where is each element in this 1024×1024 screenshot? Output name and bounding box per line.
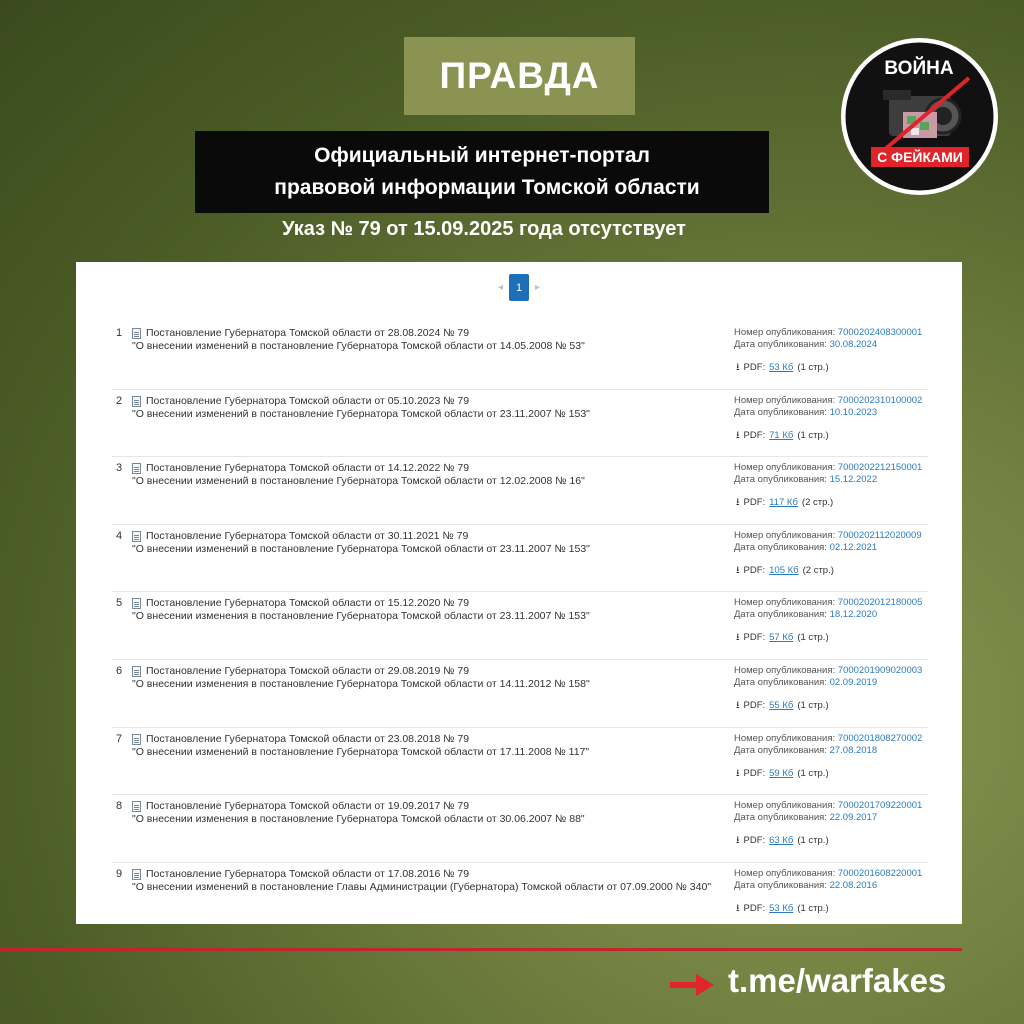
publication-meta	[734, 800, 928, 847]
publication-meta	[734, 462, 928, 509]
document-icon	[132, 531, 141, 542]
arrow-right-icon	[670, 974, 714, 996]
publication-meta	[734, 327, 928, 374]
pdf-size-link[interactable]: 57 Кб	[769, 632, 794, 644]
pdf-size-link[interactable]: 59 Кб	[769, 767, 794, 779]
pagination	[76, 274, 962, 301]
camera-icon	[841, 38, 998, 195]
pdf-size-link[interactable]: 53 Кб	[769, 362, 794, 373]
pub-date-value: 15.12.2022	[829, 474, 878, 486]
item-number: 1	[116, 327, 123, 339]
list-item	[112, 660, 928, 728]
publication-meta	[734, 395, 928, 442]
list-item	[112, 728, 928, 796]
document-icon	[132, 869, 141, 880]
page-button-current[interactable]: 1	[509, 274, 529, 301]
pub-date-label: Дата опубликования:	[734, 879, 827, 891]
item-number: 2	[116, 394, 123, 407]
pub-date-label: Дата опубликования:	[734, 474, 827, 486]
pdf-pages: (1 стр.)	[797, 632, 829, 644]
pub-date-label: Дата опубликования:	[734, 339, 827, 350]
document-info	[132, 733, 722, 759]
list-item	[112, 795, 928, 863]
pdf-pages: (1 стр.)	[797, 362, 829, 373]
pub-number-label: Номер опубликования:	[734, 732, 836, 744]
next-page-arrow-icon[interactable]: ▸	[535, 282, 541, 293]
pub-date-value: 02.12.2021	[829, 541, 878, 553]
pdf-size-link[interactable]: 105 Кб	[769, 564, 799, 576]
pub-number-label: Номер опубликования:	[734, 529, 836, 541]
pdf-label: PDF:	[743, 632, 766, 644]
document-icon	[132, 801, 141, 812]
pdf-pages: (1 стр.)	[797, 835, 829, 847]
download-icon: ⭳	[736, 632, 740, 644]
item-number: 8	[116, 800, 123, 813]
pub-date-value: 22.09.2017	[829, 812, 878, 824]
document-description: "О внесении изменений в постановление Губернатора Томской области от 23.11.2007 № 153"	[132, 407, 590, 420]
pdf-label: PDF:	[743, 564, 766, 576]
pub-number-link[interactable]: 7000201709220001	[837, 800, 923, 812]
pub-number-link[interactable]: 7000201909020003	[837, 664, 923, 676]
pub-number-link[interactable]: 7000201608220001	[837, 867, 923, 879]
publication-meta	[734, 665, 928, 712]
document-title-link[interactable]: Постановление Губернатора Томской области от 14.12.2022 № 79	[146, 462, 470, 475]
pub-number-label: Номер опубликования:	[734, 597, 836, 609]
document-icon	[132, 463, 141, 474]
document-info	[132, 665, 722, 691]
document-description: "О внесении изменений в постановление Губернатора Томской области от 14.05.2008 № 53"	[132, 340, 585, 352]
document-info	[132, 395, 722, 421]
pub-number-label: Номер опубликования:	[734, 327, 836, 338]
pdf-label: PDF:	[743, 429, 766, 441]
pub-date-label: Дата опубликования:	[734, 744, 827, 756]
item-number: 6	[116, 664, 123, 677]
document-icon	[132, 734, 141, 745]
pub-number-label: Номер опубликования:	[734, 867, 836, 879]
list-item	[112, 457, 928, 525]
pub-date-label: Дата опубликования:	[734, 812, 827, 824]
download-icon: ⭳	[736, 699, 740, 711]
portal-title	[195, 131, 769, 213]
pub-date-value: 18.12.2020	[829, 609, 878, 621]
pub-number-label: Номер опубликования:	[734, 462, 836, 474]
pub-date-label: Дата опубликования:	[734, 541, 827, 553]
pdf-size-link[interactable]: 53 Кб	[769, 902, 794, 914]
pub-date-label: Дата опубликования:	[734, 676, 827, 688]
document-info	[132, 530, 722, 556]
pdf-size-link[interactable]: 117 Кб	[769, 497, 798, 509]
list-item	[112, 863, 928, 931]
document-title-link[interactable]: Постановление Губернатора Томской области от 15.12.2020 № 79	[146, 597, 470, 610]
list-item	[112, 592, 928, 660]
download-icon: ⭳	[736, 564, 740, 576]
portal-title-line1: Официальный интернет-портал	[314, 144, 650, 167]
logo-bottom-text: С ФЕЙКАМИ	[877, 149, 963, 165]
document-description: "О внесении изменений в постановление Губернатора Томской области от 17.11.2008 № 117"	[132, 745, 590, 758]
document-description: "О внесении изменений в постановление Главы Администрации (Губернатора) Томской области от 07.09.2000 № 340"	[132, 880, 712, 893]
pub-date-value: 22.08.2016	[829, 879, 878, 891]
document-icon	[132, 328, 141, 339]
document-title-link[interactable]: Постановление Губернатора Томской области от 29.08.2019 № 79	[146, 664, 470, 677]
pub-number-label: Номер опубликования:	[734, 800, 836, 812]
telegram-link[interactable]: t.me/warfakes	[728, 962, 947, 999]
document-icon	[132, 396, 141, 407]
pdf-label: PDF:	[743, 835, 766, 847]
document-title-link[interactable]: Постановление Губернатора Томской области от 05.10.2023 № 79	[146, 394, 470, 407]
pdf-pages: (2 стр.)	[801, 497, 834, 509]
download-icon: ⭳	[736, 362, 740, 373]
pdf-size-link[interactable]: 71 Кб	[769, 429, 794, 441]
pdf-pages: (2 стр.)	[802, 564, 834, 576]
pdf-label: PDF:	[743, 699, 766, 711]
document-title-link[interactable]: Постановление Губернатора Томской области от 23.08.2018 № 79	[146, 732, 470, 745]
list-item	[112, 390, 928, 458]
document-description: "О внесении изменения в постановление Губернатора Томской области от 23.11.2007 № 153"	[132, 610, 590, 623]
item-number: 7	[116, 732, 123, 745]
pub-number-link[interactable]: 7000202012180005	[837, 597, 923, 609]
document-description: "О внесении изменений в постановление Губернатора Томской области от 12.02.2008 № 16"	[132, 475, 585, 488]
search-results-panel	[76, 262, 962, 924]
pdf-label: PDF:	[743, 497, 766, 509]
document-info	[132, 462, 722, 488]
pdf-pages: (1 стр.)	[797, 767, 829, 779]
document-icon	[132, 666, 141, 677]
pub-number-link[interactable]: 7000202310100002	[837, 394, 923, 406]
document-title-link[interactable]: Постановление Губернатора Томской области от 30.11.2021 № 79	[146, 529, 469, 542]
document-info	[132, 868, 722, 894]
item-number: 5	[116, 597, 123, 610]
pdf-pages: (1 стр.)	[797, 902, 829, 914]
item-number: 4	[116, 529, 123, 542]
verdict-label: ПРАВДА	[404, 37, 635, 115]
download-icon: ⭳	[736, 767, 740, 779]
pub-number-link[interactable]: 7000202212150001	[837, 462, 923, 474]
portal-title-line2: правовой информации Томской области	[274, 176, 700, 199]
warfakes-logo	[841, 38, 998, 195]
pdf-label: PDF:	[743, 902, 766, 914]
publication-meta	[734, 868, 928, 915]
pub-date-label: Дата опубликования:	[734, 609, 827, 621]
pdf-pages: (1 стр.)	[797, 699, 829, 711]
logo-top-text: ВОЙНА	[884, 58, 954, 79]
document-title-link[interactable]: Постановление Губернатора Томской области от 28.08.2024 № 79	[146, 327, 470, 339]
document-info	[132, 327, 722, 353]
subtitle: Указ № 79 от 15.09.2025 года отсутствует	[282, 218, 686, 240]
item-number: 9	[116, 867, 123, 880]
document-description: "О внесении изменений в постановление Губернатора Томской области от 23.11.2007 № 153"	[132, 542, 590, 555]
pub-number-label: Номер опубликования:	[734, 394, 836, 406]
footer-divider	[0, 948, 962, 951]
pub-date-value: 27.08.2018	[829, 744, 878, 756]
download-icon: ⭳	[736, 497, 740, 509]
download-icon: ⭳	[736, 429, 740, 441]
publication-meta	[734, 597, 928, 644]
pub-number-link[interactable]: 7000202112020009	[837, 529, 922, 541]
document-info	[132, 597, 722, 623]
document-title-link[interactable]: Постановление Губернатора Томской области от 17.08.2016 № 79	[146, 867, 470, 880]
download-icon: ⭳	[736, 902, 740, 914]
list-item	[112, 525, 928, 593]
pdf-pages: (1 стр.)	[797, 429, 829, 441]
document-icon	[132, 598, 141, 609]
pdf-size-link[interactable]: 55 Кб	[769, 699, 794, 711]
list-item	[112, 322, 928, 390]
item-number: 3	[116, 462, 123, 475]
document-title-link[interactable]: Постановление Губернатора Томской области от 19.09.2017 № 79	[146, 800, 470, 813]
document-info	[132, 800, 722, 826]
pub-number-link[interactable]: 7000202408300001	[837, 327, 923, 338]
pub-date-value: 10.10.2023	[829, 406, 878, 418]
pdf-size-link[interactable]: 63 Кб	[769, 835, 794, 847]
pub-date-value: 02.09.2019	[829, 676, 878, 688]
pub-date-label: Дата опубликования:	[734, 406, 827, 418]
publication-meta	[734, 733, 928, 780]
document-description: "О внесении изменения в постановление Губернатора Томской области от 30.06.2007 № 88"	[132, 813, 585, 826]
pdf-label: PDF:	[743, 767, 766, 779]
pdf-label: PDF:	[743, 362, 766, 373]
pub-number-link[interactable]: 7000201808270002	[837, 732, 923, 744]
document-description: "О внесении изменения в постановление Губернатора Томской области от 14.11.2012 № 158"	[132, 677, 590, 690]
pub-date-value: 30.08.2024	[829, 339, 878, 350]
download-icon: ⭳	[736, 835, 740, 847]
publication-meta	[734, 530, 928, 577]
pub-number-label: Номер опубликования:	[734, 664, 836, 676]
prev-page-arrow-icon[interactable]: ◂	[497, 282, 503, 293]
document-list	[112, 322, 928, 930]
